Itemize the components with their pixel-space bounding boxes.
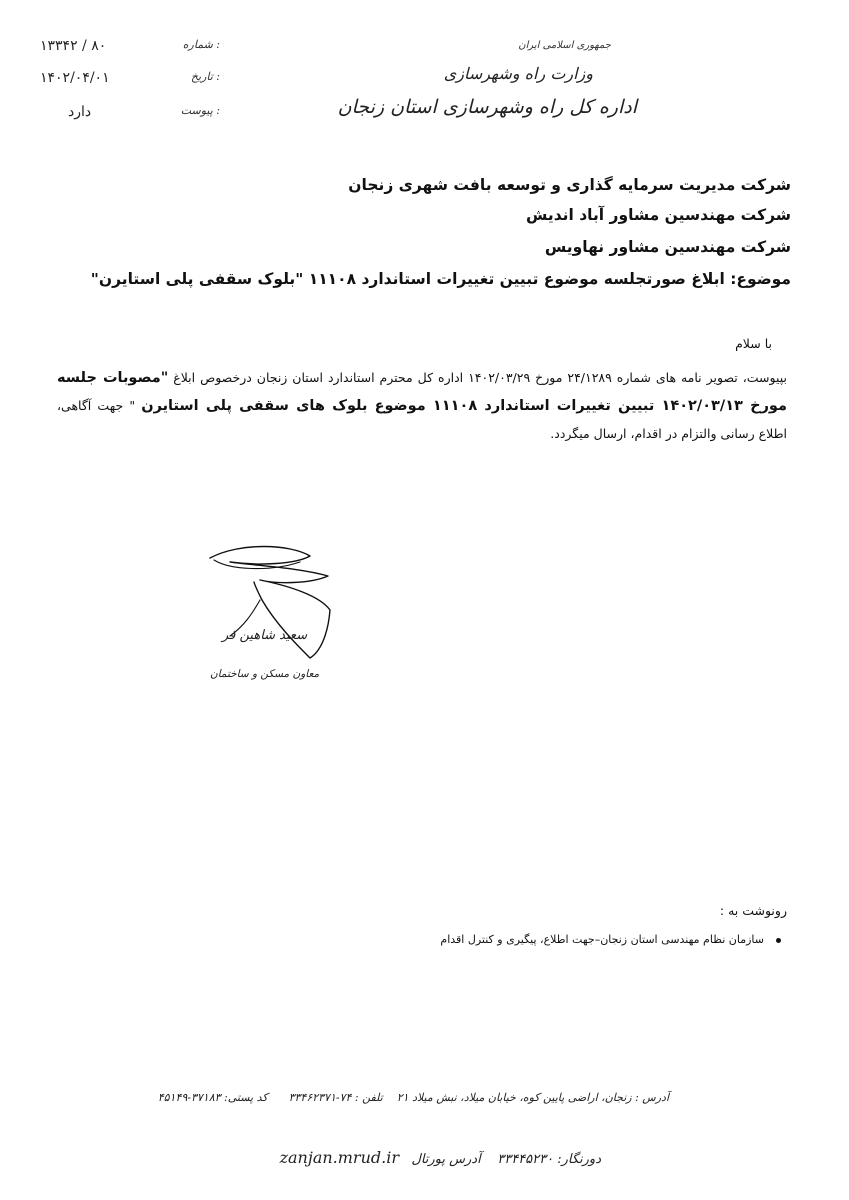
footer-portal-url[interactable]: zanjan.mrud.ir [279, 1148, 399, 1167]
footer-postal-code: کد پستی: ۳۷۱۸۳-۴۵۱۴۹ [157, 1091, 268, 1104]
greeting: با سلام [735, 336, 772, 351]
footer-address: آدرس : زنجان، اراضی پایین کوه، خیابان میلاد، نبش میلاد ۲۱ [396, 1091, 669, 1104]
signature-drawing [200, 540, 350, 680]
letter-number-label: شماره : [182, 38, 220, 51]
signer-name: سعید شاهین فر [222, 628, 308, 643]
subject-line: موضوع: ابلاغ صورتجلسه موضوع تبیین تغییرات استاندارد ۱۱۱۰۸ "بلوک سقفی پلی استایرن" [90, 270, 791, 288]
footer-phone: تلفن : ۷۴-۳۳۴۶۲۳۷۱ [288, 1091, 383, 1104]
footer-web [280, 1148, 601, 1167]
recipient-2: شرکت مهندسین مشاور آباد اندیش [526, 206, 791, 224]
footer-contact [158, 1091, 669, 1104]
cc-list-item [440, 933, 781, 946]
body-part-2: " جهت آگاهی، اطلاع رسانی والتزام در اقدام، ارسال میگردد. [57, 398, 787, 441]
letter-attachment-label: پیوست : [180, 104, 220, 117]
letter-date-label: تاریخ : [190, 70, 220, 83]
cc-item-text: سازمان نظام مهندسی استان زنجان–جهت اطلاع، پیگیری و کنترل اقدام [440, 933, 764, 946]
footer-fax: دورنگار: ۳۳۴۴۵۲۳۰ [497, 1152, 601, 1167]
letter-number-value: ۸۰ / ۱۳۳۴۲ [40, 38, 107, 54]
recipient-1: شرکت مدیریت سرمایه گذاری و توسعه بافت شهری زنجان [348, 176, 791, 194]
cc-title: رونوشت به : [719, 903, 787, 918]
signer-title: معاون مسکن و ساختمان [210, 668, 320, 680]
recipient-3: شرکت مهندسین مشاور نهاویس [544, 238, 791, 256]
body-part-1: بپیوست، تصویر نامه های شماره ۲۴/۱۲۸۹ مورخ ۱۴۰۲/۰۳/۲۹ اداره کل محترم استاندارد استان زنجان درخصوص ابلاغ [168, 370, 787, 385]
footer-portal-label: آدرس پورتال [411, 1152, 481, 1167]
letter-number-row [40, 38, 220, 60]
header-country: جمهوری اسلامی ایران [518, 40, 611, 51]
letter-attachment-row [40, 104, 220, 126]
header-department: اداره کل راه وشهرسازی استان زنجان [337, 96, 637, 118]
body-bold-part: "مصوبات جلسه مورخ ۱۴۰۲/۰۳/۱۳ تبیین تغییرات استاندارد ۱۱۱۰۸ موضوع بلوک های سقفی پلی استایرن [57, 370, 787, 414]
bullet-icon [776, 938, 781, 943]
header-ministry: وزارت راه وشهرسازی [443, 64, 593, 83]
letter-date-value: ۱۴۰۲/۰۴/۰۱ [40, 70, 110, 86]
letter-attachment-value: دارد [68, 104, 92, 120]
letter-body [57, 364, 787, 448]
letter-date-row [40, 70, 220, 92]
